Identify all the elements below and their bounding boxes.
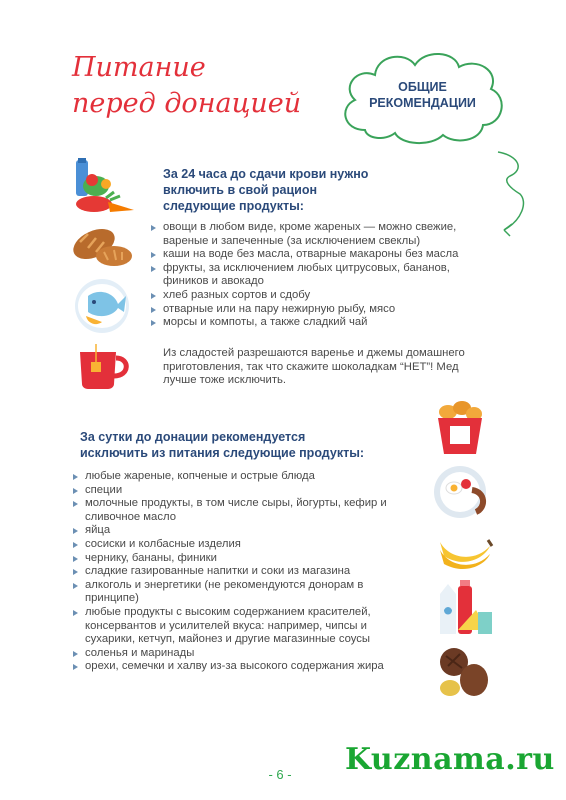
fish-icon xyxy=(74,278,130,334)
list-item: морсы и компоты, а также сладкий чай xyxy=(150,316,490,330)
bread-icon xyxy=(70,222,134,272)
section2-heading-line-1: За сутки до донации рекомендуется xyxy=(80,430,306,444)
fried-chicken-bucket-icon xyxy=(432,400,488,456)
excluded-foods-list xyxy=(72,470,412,674)
banana-icon xyxy=(436,526,494,570)
allowed-foods-list xyxy=(150,221,490,330)
section2-heading xyxy=(80,429,410,461)
page-number: - 6 - xyxy=(268,767,292,782)
cloud-label-line-2: РЕКОМЕНДАЦИИ xyxy=(369,96,476,110)
section1-heading-line-3: следующие продукты: xyxy=(163,199,304,213)
tea-cup-icon xyxy=(76,344,134,390)
cloud-label-line-1: ОБЩИЕ xyxy=(398,80,447,94)
list-item: овощи в любом виде, кроме жареных — можно свежие, вареные и запеченные (за исключением свеклы) xyxy=(150,221,490,248)
sweets-note: Из сладостей разрешаются варенье и джемы домашнего приготовления, так что скажите шоколадкам “НЕТ”! Мед лучше тоже исключить. xyxy=(163,347,465,387)
cloud-label xyxy=(335,79,510,111)
list-item: соленья и маринады xyxy=(72,647,412,661)
list-item: алкоголь и энергетики (не рекомендуются донорам в принципе) xyxy=(72,579,412,606)
list-item: отварные или на пару нежирную рыбу, мясо xyxy=(150,303,490,317)
section2-heading-line-2: исключить из питания следующие продукты: xyxy=(80,446,365,460)
breakfast-plate-icon xyxy=(432,462,492,522)
watermark: Kuznama.ru xyxy=(345,742,555,777)
page-title xyxy=(72,50,301,122)
list-item: любые жареные, копченые и острые блюда xyxy=(72,470,412,484)
title-line-1: Питание xyxy=(72,52,206,83)
list-item: молочные продукты, в том числе сыры, йогурты, кефир и сливочное масло xyxy=(72,497,412,524)
general-recommendations-cloud xyxy=(335,45,510,150)
list-item: сладкие газированные напитки и соки из магазина xyxy=(72,565,412,579)
list-item: каши на воде без масла, отварные макароны без масла xyxy=(150,248,490,262)
list-item: хлеб разных сортов и сдобу xyxy=(150,289,490,303)
section1-heading-line-2: включить в свой рацион xyxy=(163,183,318,197)
list-item: фрукты, за исключением любых цитрусовых, бананов, фиников и авокадо xyxy=(150,262,490,289)
list-item: сосиски и колбасные изделия xyxy=(72,538,412,552)
list-item: специи xyxy=(72,484,412,498)
list-item: чернику, бананы, финики xyxy=(72,552,412,566)
dairy-products-icon xyxy=(436,580,494,636)
section1-heading xyxy=(163,166,493,214)
title-line-2: перед донацией xyxy=(72,88,302,119)
list-item: любые продукты с высоким содержанием красителей, консервантов и усилителей вкуса: например, чипсы и сухарики, кетчуп, майонез и другие магазинные соусы xyxy=(72,606,412,647)
section1-heading-line-1: За 24 часа до сдачи крови нужно xyxy=(163,167,369,181)
vegetables-icon xyxy=(70,158,136,218)
nuts-icon xyxy=(434,644,492,700)
list-item: орехи, семечки и халву из-за высокого содержания жира xyxy=(72,660,412,674)
list-item: яйца xyxy=(72,524,412,538)
